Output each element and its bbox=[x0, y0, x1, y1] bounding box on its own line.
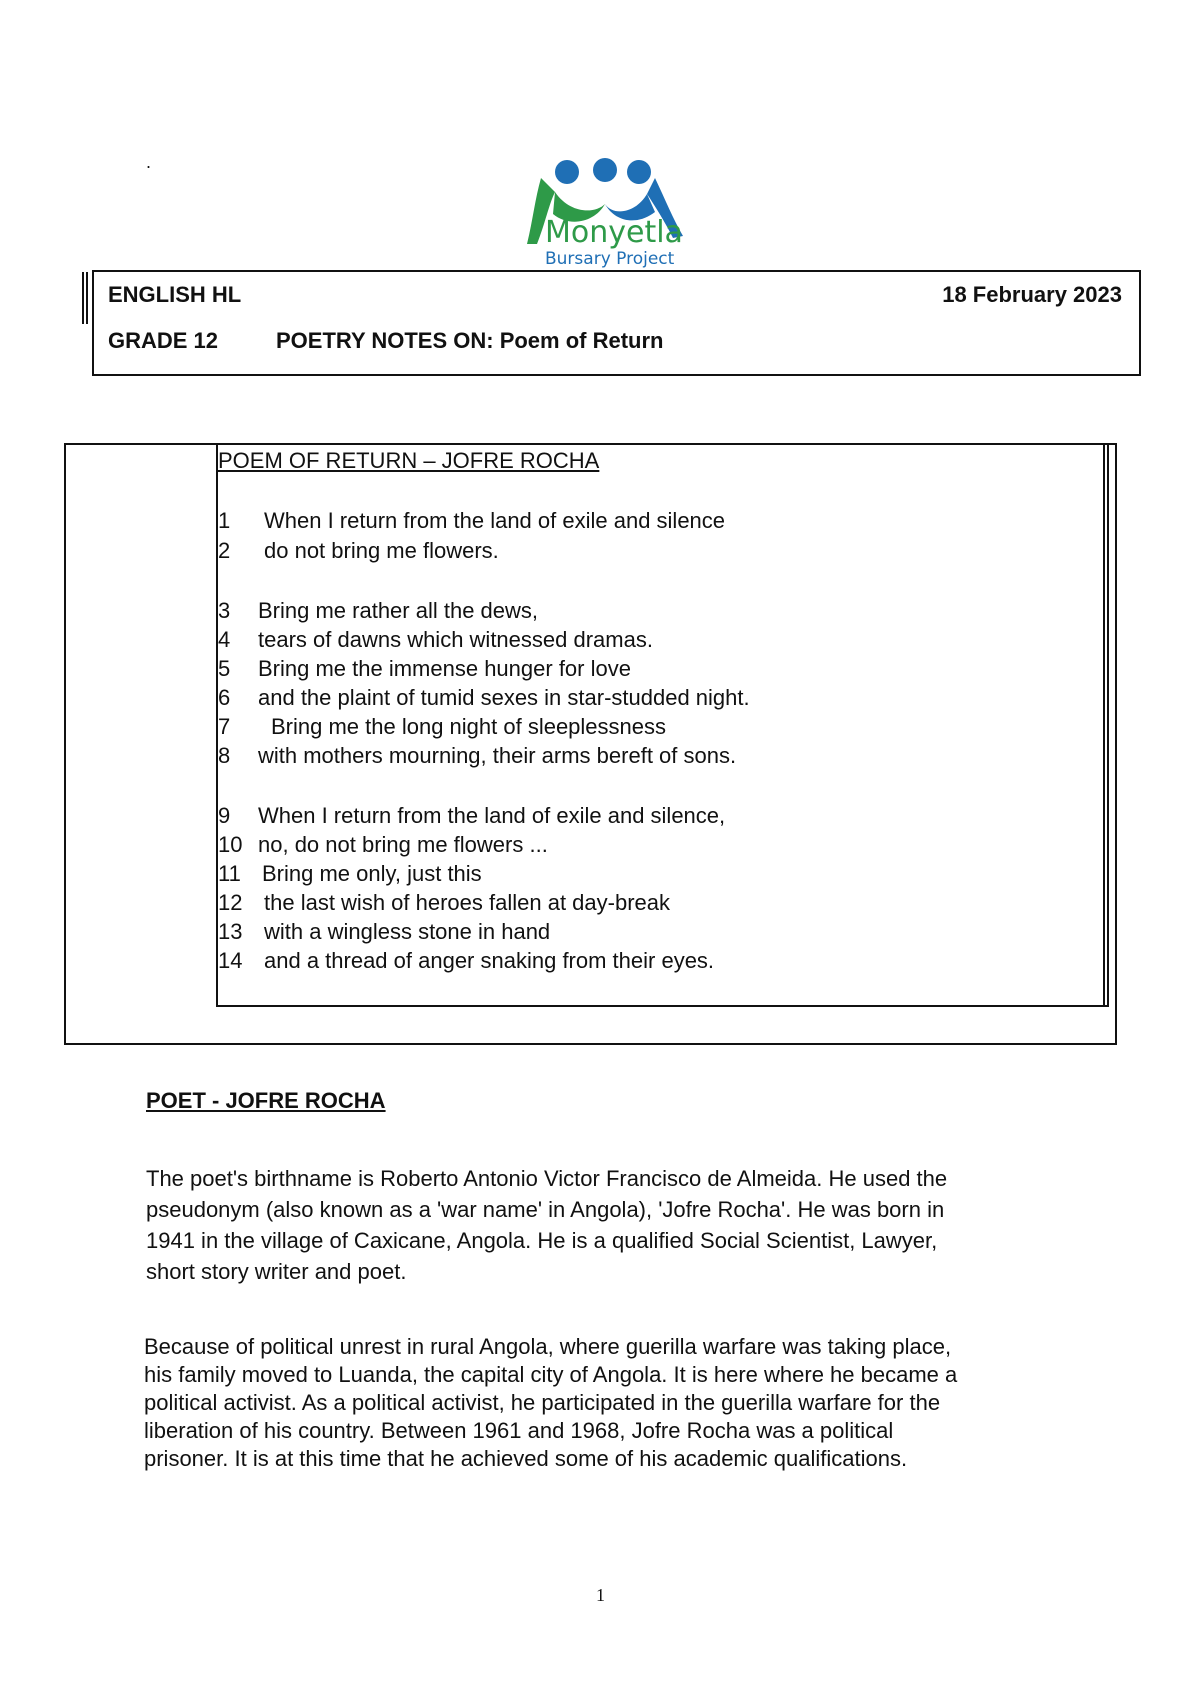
poem-line bbox=[218, 890, 670, 916]
poem-line bbox=[218, 598, 538, 624]
line-text: Bring me the long night of sleeplessness bbox=[271, 714, 667, 739]
poem-line bbox=[218, 508, 725, 534]
line-number: 11 bbox=[218, 861, 241, 886]
top-mark: . bbox=[146, 152, 152, 172]
poem-line bbox=[218, 714, 666, 740]
line-number: 5 bbox=[218, 656, 231, 681]
logo-name-line1: Monyetla bbox=[545, 215, 683, 250]
poem-line bbox=[218, 685, 750, 711]
line-text: and a thread of anger snaking from their eyes. bbox=[264, 948, 715, 973]
poem-line bbox=[218, 861, 482, 887]
line-number: 14 bbox=[218, 948, 243, 973]
line-text: When I return from the land of exile and silence bbox=[264, 508, 726, 533]
line-number: 13 bbox=[218, 919, 243, 944]
line-text: with a wingless stone in hand bbox=[264, 919, 551, 944]
line-text: and the plaint of tumid sexes in star-studded night. bbox=[258, 685, 750, 710]
paragraph-line: pseudonym (also known as a 'war name' in Angola), 'Jofre Rocha'. He was born in bbox=[146, 1197, 945, 1222]
line-number: 7 bbox=[218, 714, 231, 739]
line-text: tears of dawns which witnessed dramas. bbox=[258, 627, 653, 652]
line-number: 2 bbox=[218, 538, 231, 563]
line-text: with mothers mourning, their arms bereft of sons. bbox=[258, 743, 737, 768]
poem-line bbox=[218, 832, 548, 858]
line-text: Bring me the immense hunger for love bbox=[258, 656, 631, 681]
logo-name-line2: Bursary Project bbox=[545, 249, 675, 269]
poem-line bbox=[218, 803, 725, 829]
poet-bio-paragraph-2 bbox=[144, 1333, 1074, 1473]
line-number: 10 bbox=[218, 832, 243, 857]
paragraph-line: short story writer and poet. bbox=[146, 1259, 407, 1284]
paragraph-line: his family moved to Luanda, the capital city of Angola. It is here where he became a bbox=[144, 1362, 958, 1387]
poem-title: POEM OF RETURN – JOFRE ROCHA bbox=[218, 448, 600, 473]
poem-inner-box-double-rule bbox=[1103, 445, 1105, 1007]
paragraph-line: Because of political unrest in rural Angola, where guerilla warfare was taking place, bbox=[144, 1334, 952, 1359]
line-number: 6 bbox=[218, 685, 231, 710]
monyetla-logo bbox=[515, 144, 695, 272]
page-number: 1 bbox=[596, 1585, 605, 1605]
subject-label: ENGLISH HL bbox=[108, 282, 242, 307]
poem-line bbox=[218, 538, 499, 564]
line-number: 4 bbox=[218, 627, 231, 652]
grade-label: GRADE 12 bbox=[108, 328, 219, 353]
paragraph-line: The poet's birthname is Roberto Antonio Victor Francisco de Almeida. He used the bbox=[146, 1166, 948, 1191]
line-number: 12 bbox=[218, 890, 243, 915]
line-number: 3 bbox=[218, 598, 231, 623]
line-text: the last wish of heroes fallen at day-break bbox=[264, 890, 671, 915]
poet-bio-paragraph-1 bbox=[146, 1163, 1076, 1287]
line-text: do not bring me flowers. bbox=[264, 538, 499, 563]
poem-line bbox=[218, 919, 550, 945]
line-text: Bring me only, just this bbox=[262, 861, 482, 886]
poem-line bbox=[218, 743, 736, 769]
line-text: Bring me rather all the dews, bbox=[258, 598, 539, 623]
notes-title: POETRY NOTES ON: Poem of Return bbox=[276, 328, 664, 353]
paragraph-line: political activist. As a political activist, he participated in the guerilla warfare for the bbox=[144, 1390, 941, 1415]
poet-section-heading: POET - JOFRE ROCHA bbox=[146, 1088, 386, 1113]
line-number: 8 bbox=[218, 743, 231, 768]
line-number: 1 bbox=[218, 508, 231, 533]
paragraph-line: liberation of his country. Between 1961 and 1968, Jofre Rocha was a political bbox=[144, 1418, 894, 1443]
poem-line bbox=[218, 948, 714, 974]
paragraph-line: 1941 in the village of Caxicane, Angola. He is a qualified Social Scientist, Lawyer, bbox=[146, 1228, 938, 1253]
line-text: When I return from the land of exile and silence, bbox=[258, 803, 726, 828]
line-number: 9 bbox=[218, 803, 231, 828]
date-label: 18 February 2023 bbox=[942, 282, 1122, 307]
poem-line bbox=[218, 627, 653, 653]
line-text: no, do not bring me flowers ... bbox=[258, 832, 548, 857]
poem-line bbox=[218, 656, 631, 682]
header-accent-bar bbox=[82, 272, 88, 324]
paragraph-line: prisoner. It is at this time that he achieved some of his academic qualifications. bbox=[144, 1446, 908, 1471]
